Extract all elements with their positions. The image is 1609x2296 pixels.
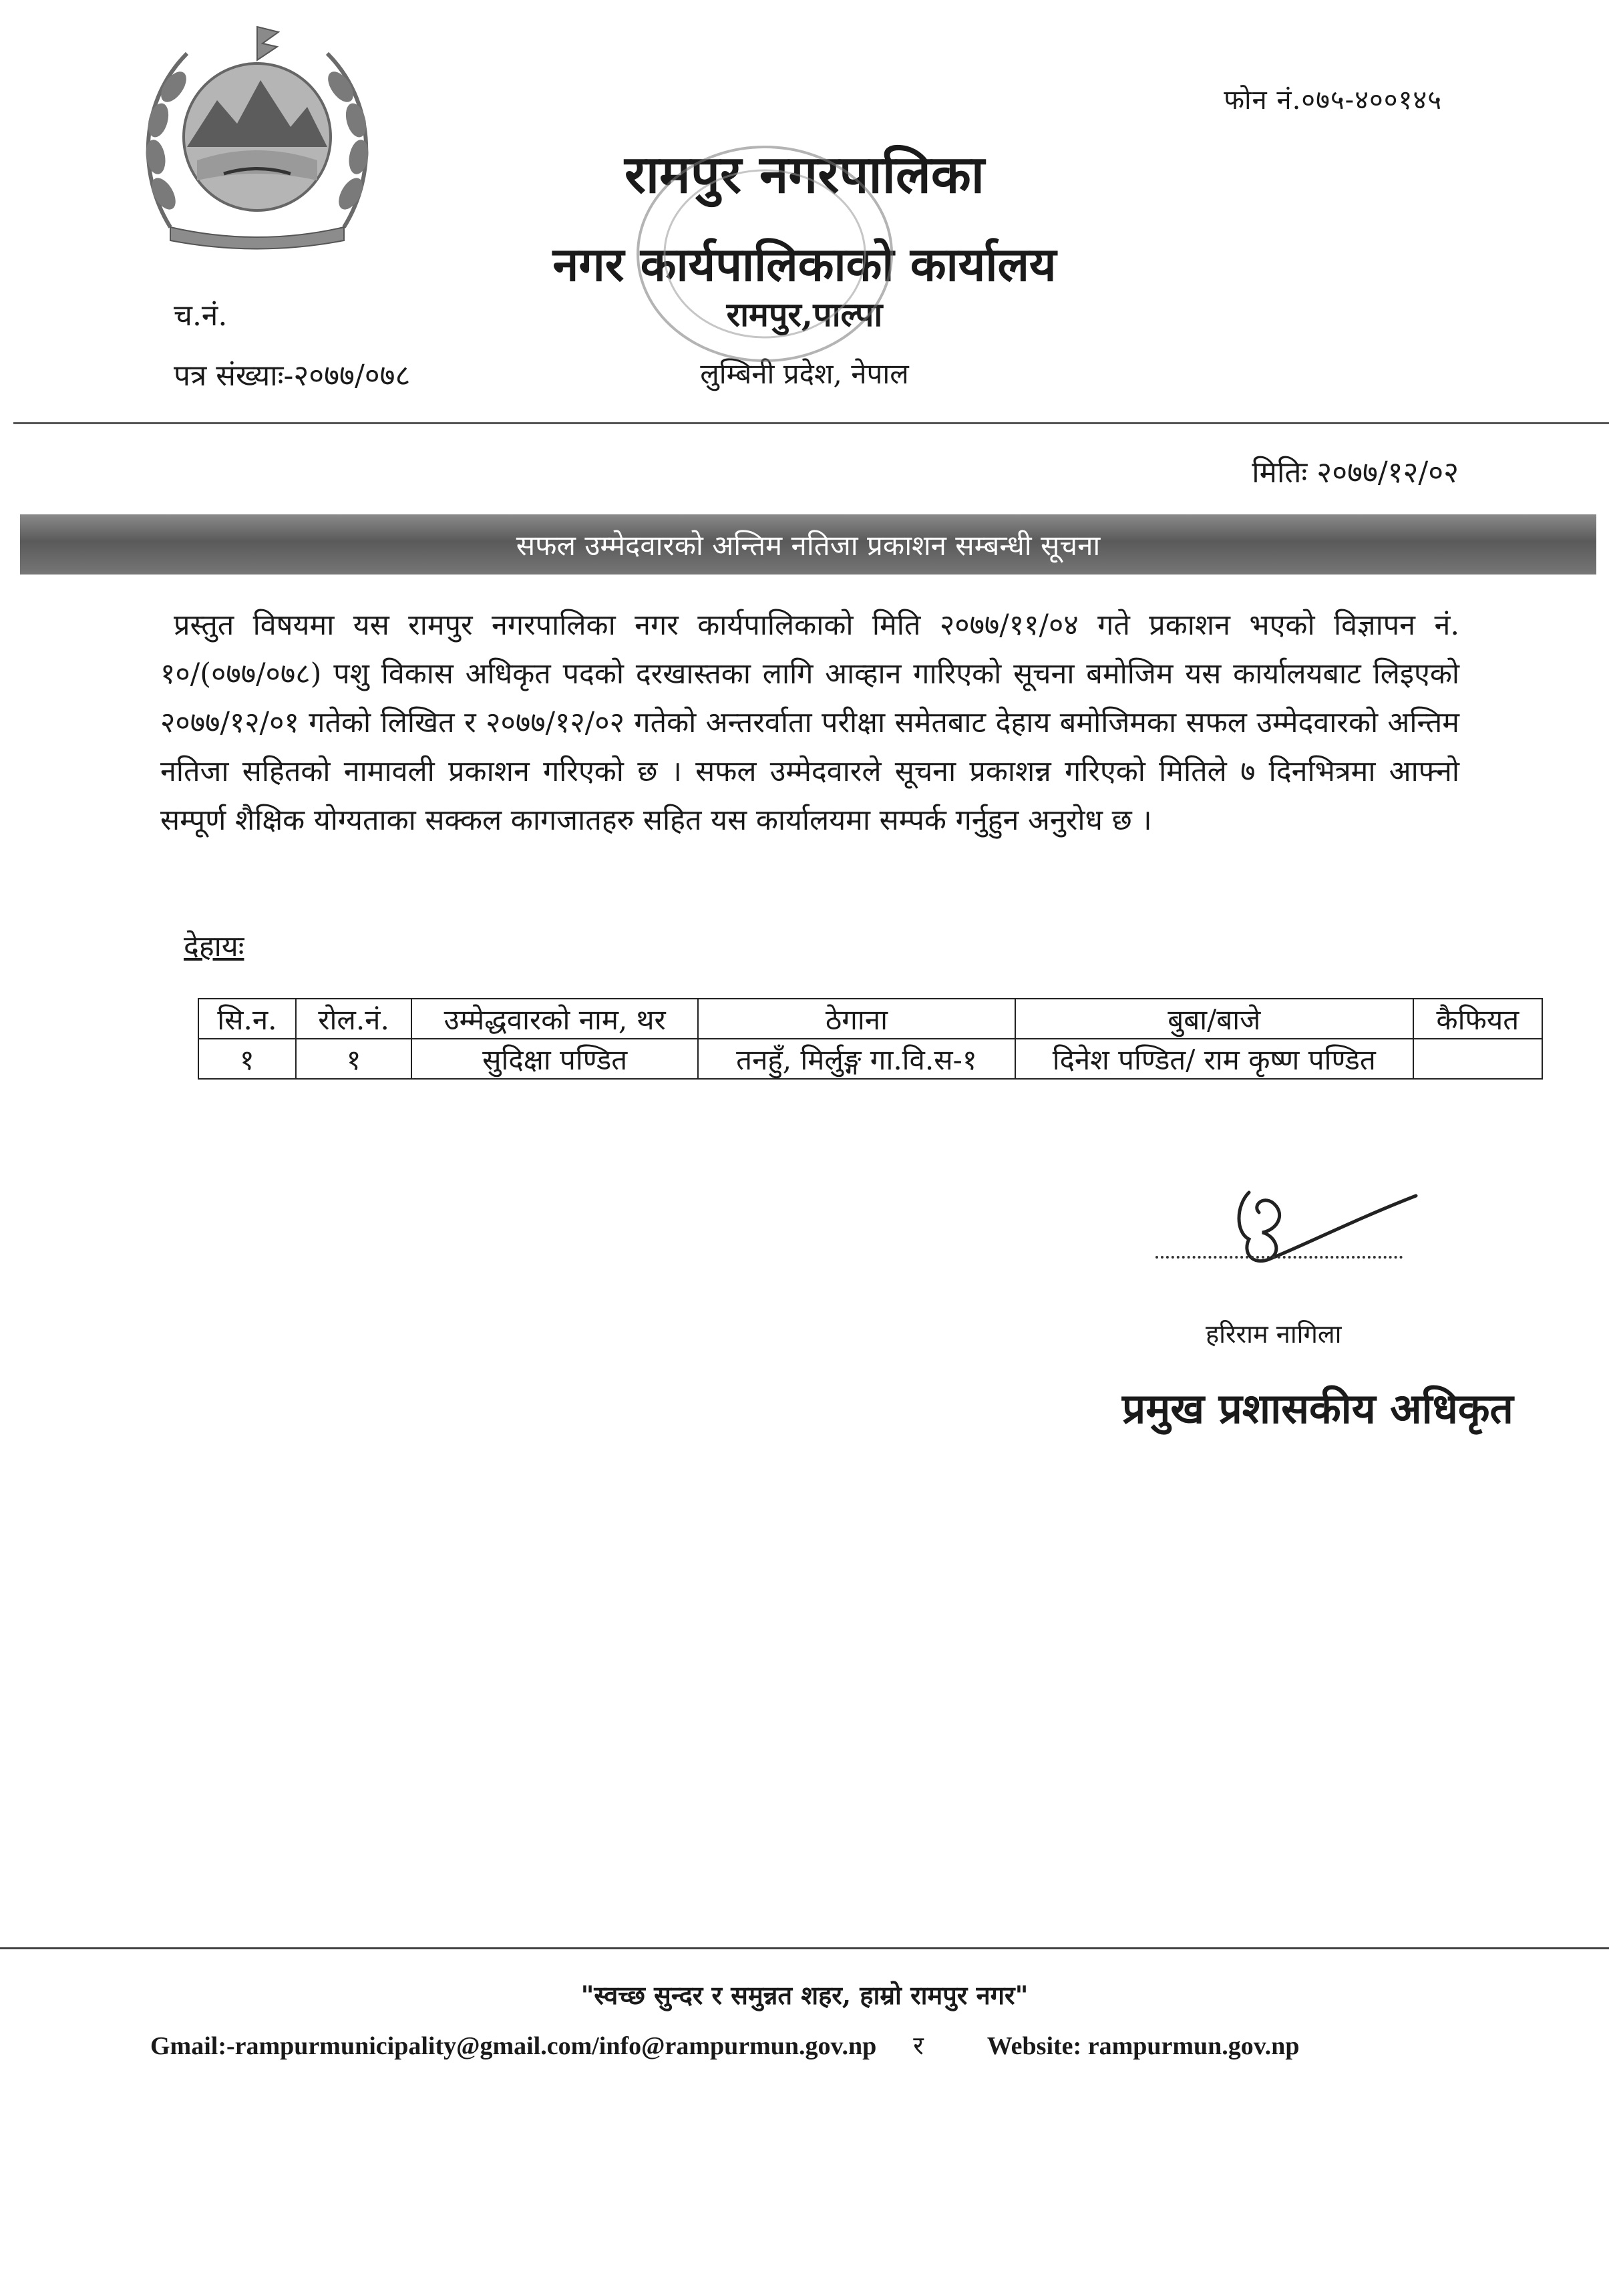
- footer-slogan: "स्वच्छ सुन्दर र समुन्नत शहर, हाम्रो रामपुर नगर": [580, 1980, 1029, 2010]
- subject-text: सफल उम्मेदवारको अन्तिम नतिजा प्रकाशन सम्बन्धी सूचना: [516, 528, 1101, 562]
- cell-name: सुदिक्षा पण्डित: [411, 1039, 697, 1079]
- office-stamp: [621, 134, 908, 374]
- cell-roll: १: [296, 1039, 412, 1079]
- office-location: रामपुर,पाल्पा: [726, 295, 883, 334]
- col-remarks: कैफियत: [1413, 999, 1542, 1039]
- footer-email[interactable]: Gmail:-rampurmunicipality@gmail.com/info@rampurmun.gov.np: [150, 2032, 877, 2060]
- table-row: [198, 1039, 1542, 1079]
- result-table: [198, 998, 1543, 1080]
- footer-divider: [0, 1947, 1609, 1949]
- municipality-title: रामपुर नगरपालिका: [624, 144, 985, 205]
- footer-website[interactable]: Website: rampurmun.gov.np: [987, 2032, 1300, 2060]
- office-title: नगर कार्यपालिकाको कार्यालय: [552, 236, 1057, 292]
- dehay-label: देहायः: [184, 930, 244, 963]
- footer-separator: र: [913, 2032, 924, 2060]
- notice-body: प्रस्तुत विषयमा यस रामपुर नगरपालिका नगर कार्यपालिकाको मिति २०७७/११/०४ गते प्रकाशन भएको विज्ञापन नं. १०/(०७७/०७८) पशु विकास अधिकृत पदको दरखास्तका लागि आव्हान गारिएको सूचना बमोजिम यस कार्यालयबाट लिइएको २०७७/१२/०१ गतेको लिखित र २०७७/१२/०२ गतेको अन्तरर्वाता परीक्षा समेतबाट देहाय बमोजिमका सफल उम्मेदवारको अन्तिम नतिजा सहितको नामावली प्रकाशन गरिएको छ । सफल उम्मेदवारले सूचना प्रकाशन्न गरिएको मितिले ७ दिनभित्रमा आफ्नो सम्पूर्ण शैक्षिक योग्यताका सक्कल कागजातहरु सहित यस कार्यालयमा सम्पर्क गर्नुहुन अनुरोध छ ।: [160, 609, 1459, 837]
- signatory-name: हरिराम नागिला: [1206, 1319, 1342, 1349]
- notice-date: मितिः २०७७/१२/०२: [1252, 456, 1459, 490]
- signatory-designation: प्रमुख प्रशासकीय अधिकृत: [1122, 1384, 1513, 1433]
- government-emblem: [124, 13, 391, 254]
- province-line: लुम्बिनी प्रदेश, नेपाल: [700, 357, 909, 390]
- footer-contact: [150, 2027, 1299, 2062]
- cell-address: तनहुँ, मिर्लुङ्ग गा.वि.स-१: [698, 1039, 1015, 1079]
- cha-number-label: च.नं.: [174, 299, 228, 333]
- header-divider: [13, 422, 1609, 424]
- cell-remarks: [1413, 1039, 1542, 1079]
- col-father-grandfather: बुबा/बाजे: [1015, 999, 1413, 1039]
- subject-banner: [20, 514, 1596, 575]
- phone-number: फोन नं.०७५-४००१४५: [1224, 85, 1442, 116]
- cell-sn: १: [198, 1039, 296, 1079]
- col-name: उम्मेद्धवारको नाम, थर: [411, 999, 697, 1039]
- cell-father-grandfather: दिनेश पण्डित/ राम कृष्ण पण्डित: [1015, 1039, 1413, 1079]
- col-sn: सि.न.: [198, 999, 296, 1039]
- col-roll: रोल.नं.: [296, 999, 412, 1039]
- signature-line: [1155, 1256, 1403, 1259]
- col-address: ठेगाना: [698, 999, 1015, 1039]
- letter-number: पत्र संख्याः-२०७७/०७८: [174, 359, 411, 393]
- table-header-row: [198, 999, 1542, 1039]
